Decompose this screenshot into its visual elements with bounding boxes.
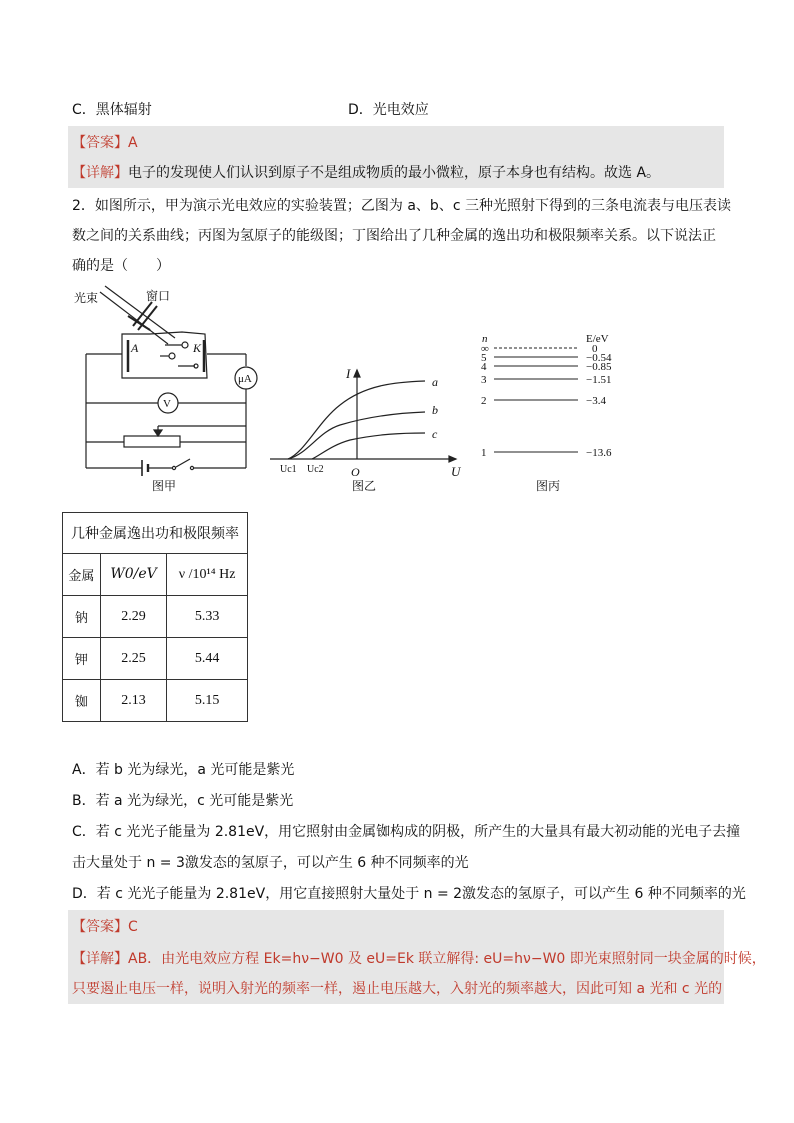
detail-tag: 【详解】 bbox=[72, 951, 128, 967]
detail-tag: 【详解】 bbox=[72, 165, 128, 181]
curve-b-label: b bbox=[432, 403, 438, 417]
option-c-line-1: C．若 c 光光子能量为 2.81eV，用它照射由金属铷构成的阴极，所产生的大量具有最大初动能的光电子去撞 bbox=[72, 824, 741, 840]
level-e-3: −1.51 bbox=[586, 374, 612, 386]
answer-value: A bbox=[128, 135, 138, 151]
metal-w0: 2.13 bbox=[100, 680, 166, 722]
n-header: n bbox=[482, 333, 488, 345]
option-d: D．若 c 光光子能量为 2.81eV，用它直接照射大量处于 n = 2激发态的氢原子，可以产生 6 种不同频率的光 bbox=[72, 886, 746, 902]
option-c-prev: C．黑体辐射 bbox=[72, 102, 152, 118]
metal-name: 钠 bbox=[63, 596, 101, 638]
level-n-inf: ∞ bbox=[481, 343, 489, 355]
answer-box-prev bbox=[68, 126, 724, 188]
caption-bing: 图丙 bbox=[536, 479, 561, 493]
detail-text: 电子的发现使人们认识到原子不是组成物质的最小微粒，原子本身也有结构。故选 A。 bbox=[128, 165, 661, 181]
axis-i-label: I bbox=[346, 366, 351, 381]
option-c-line-2: 击大量处于 n = 3激发态的氢原子，可以产生 6 种不同频率的光 bbox=[72, 855, 469, 871]
answer-tag: 【答案】 bbox=[72, 135, 128, 151]
table-col-w0: W0/eV bbox=[100, 554, 166, 596]
figure-jia bbox=[86, 286, 257, 476]
figure-yi bbox=[270, 370, 456, 462]
label-voltmeter: V bbox=[163, 398, 171, 410]
figures-diagram bbox=[0, 282, 794, 512]
label-electrode-k: K bbox=[193, 341, 202, 355]
detail-text-line-2: 只要遏止电压一样，说明入射光的频率一样，遏止电压越大，入射光的频率越大，因此可知 a 光和 c 光的 bbox=[72, 981, 723, 997]
level-e-4: −0.85 bbox=[586, 361, 612, 373]
curve-c-label: c bbox=[432, 427, 438, 441]
label-ammeter: μA bbox=[238, 373, 252, 385]
level-n-5: 5 bbox=[481, 352, 487, 364]
answer-box bbox=[68, 910, 766, 1004]
curve-a-label: a bbox=[432, 375, 438, 389]
table-col-nu: ν /10¹⁴ Hz bbox=[167, 554, 248, 596]
level-e-2: −3.4 bbox=[586, 395, 606, 407]
level-n-3: 3 bbox=[481, 374, 487, 386]
question-line-1: 2．如图所示，甲为演示光电效应的实验装置；乙图为 a、b、c 三种光照射下得到的三条电流表与电压表读 bbox=[72, 198, 731, 214]
metal-nu: 5.15 bbox=[167, 680, 248, 722]
axis-u-label: U bbox=[451, 464, 461, 479]
level-e-1: −13.6 bbox=[586, 447, 612, 459]
metal-w0: 2.25 bbox=[100, 638, 166, 680]
caption-jia: 图甲 bbox=[152, 479, 177, 493]
level-n-2: 2 bbox=[481, 395, 487, 407]
metals-table bbox=[62, 512, 248, 722]
origin-label: O bbox=[351, 465, 360, 479]
level-e-5: −0.54 bbox=[586, 352, 612, 364]
question-line-2: 数之间的关系曲线；丙图为氢原子的能级图；丁图给出了几种金属的逸出功和极限频率关系。以下说法正 bbox=[72, 228, 716, 244]
curve-c bbox=[312, 433, 425, 459]
metal-nu: 5.33 bbox=[167, 596, 248, 638]
e-header: E/eV bbox=[586, 333, 609, 345]
metal-name: 铷 bbox=[63, 680, 101, 722]
question-line-3: 确的是（ ） bbox=[72, 258, 170, 274]
table-row bbox=[63, 680, 248, 722]
figure-bing bbox=[494, 348, 578, 452]
metal-nu: 5.44 bbox=[167, 638, 248, 680]
caption-yi: 图乙 bbox=[352, 479, 377, 493]
detail-text-line-1: AB．由光电效应方程 Ek=hν−W0 及 eU=Ek 联立解得: eU=hν−W0 即光束照射同一块金属的时候， bbox=[128, 951, 766, 967]
metal-w0: 2.29 bbox=[100, 596, 166, 638]
label-window: 窗口 bbox=[146, 289, 171, 303]
table-title: 几种金属逸出功和极限频率 bbox=[63, 513, 248, 554]
option-b: B．若 a 光为绿光，c 光可能是紫光 bbox=[72, 793, 294, 809]
uc2-label: Uc2 bbox=[307, 464, 324, 475]
option-a: A．若 b 光为绿光，a 光可能是紫光 bbox=[72, 762, 295, 778]
option-d-prev: D．光电效应 bbox=[348, 102, 429, 118]
label-light-beam: 光束 bbox=[74, 291, 99, 305]
label-electrode-a: A bbox=[131, 341, 139, 355]
metal-name: 钾 bbox=[63, 638, 101, 680]
answer-tag: 【答案】 bbox=[72, 919, 128, 935]
uc1-label: Uc1 bbox=[280, 464, 297, 475]
table-col-metal: 金属 bbox=[63, 554, 101, 596]
answer-value: C bbox=[128, 919, 138, 935]
table-row bbox=[63, 596, 248, 638]
level-n-4: 4 bbox=[481, 361, 487, 373]
level-e-inf: 0 bbox=[592, 343, 598, 355]
table-row bbox=[63, 638, 248, 680]
level-n-1: 1 bbox=[481, 447, 487, 459]
